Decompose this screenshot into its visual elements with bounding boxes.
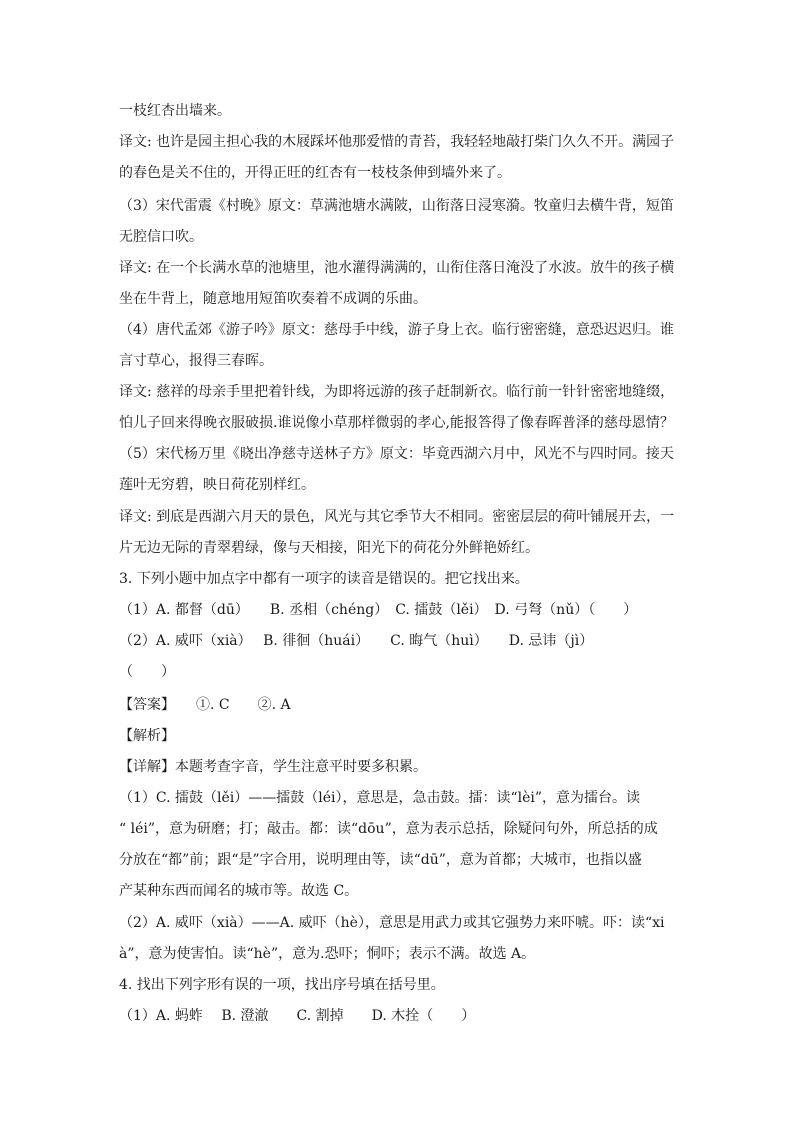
question-item: （1）A. 蚂蚱 B. 澄澈 C. 割掉 D. 木拴（ ）: [119, 1008, 476, 1024]
text-line: （4）唐代孟郊《游子吟》原文：慈母手中线，游子身上衣。临行密密缝，意恐迟迟归。谁: [119, 322, 674, 338]
text-line: 分放在“都”前；跟“是”字合用，说明理由等，读“dū”，意为首都；大城市，也指以盛: [119, 852, 642, 868]
text-line: 的春色是关不住的，开得正旺的红杏有一枝枝条伸到墙外来了。: [119, 165, 511, 181]
text-line: 一枝红杏出墙来。: [119, 103, 231, 119]
text-line: 片无边无际的青翠碧绿，像与天相接，阳光下的荷花分外鲜艳娇红。: [119, 540, 539, 556]
detail-label: 【详解】本题考查字音，学生注意平时要多积累。: [119, 759, 427, 775]
text-line: 言寸草心，报得三春晖。: [119, 353, 273, 369]
text-line: 译文: 慈祥的母亲手里把着针线，为即将远游的孩子赶制新衣。临行前一针针密密地缝缀，: [119, 384, 675, 400]
text-line: 坐在牛背上，随意地用短笛吹奏着不成调的乐曲。: [119, 291, 427, 307]
question-heading: 4. 找出下列字形有误的一项，找出序号填在括号里。: [119, 977, 445, 993]
text-line: 译文: 在一个长满水草的池塘里，池水灌得满满的，山衔住落日淹没了水波。放牛的孩子横: [119, 260, 675, 276]
text-line: 莲叶无穷碧，映日荷花别样红。: [119, 477, 315, 493]
text-line: （5）宋代杨万里《晓出净慈寺送林子方》原文：毕竟西湖六月中，风光不与四时同。接天: [119, 446, 674, 462]
text-line: 译文: 到底是西湖六月天的景色，风光与其它季节大不相同。密密层层的荷叶铺展开去，一: [119, 509, 675, 525]
analysis-label: 【解析】: [119, 728, 175, 744]
question-item: （1）A. 都督（dū） B. 丞相（chéng） C. 擂鼓（lěi） D. 弓弩（nǔ）（ ）: [119, 602, 638, 618]
text-line: （3）宋代雷震《村晚》原文：草满池塘水满陂，山衔落日浸寒漪。牧童归去横牛背，短笛: [119, 198, 674, 214]
text-line: 无腔信口吹。: [119, 229, 203, 245]
question-heading: 3. 下列小题中加点字中都有一项字的读音是错误的。把它找出来。: [119, 571, 529, 587]
text-line: 产某种东西而闻名的城市等。故选 C。: [119, 883, 359, 899]
question-item: （2）A. 威吓（xià） B. 徘徊（huái） C. 晦气（huì） D. 忌讳（jì）: [119, 633, 594, 649]
text-line: （2）A. 威吓（xià）——A. 威吓（hè），意思是用武力或其它强势力来吓唬。吓：读“xi: [119, 915, 665, 931]
text-line: 怕儿子回来得晚衣服破损.谁说像小草那样微弱的孝心,能报答得了像春晖普泽的慈母恩情？: [119, 415, 674, 431]
answer-label: 【答案】 ①. C ②. A: [119, 697, 291, 713]
text-line: 译文: 也许是园主担心我的木屐踩坏他那爱惜的青苔，我轻轻地敲打柴门久久不开。满园子: [119, 134, 675, 150]
text-line: à”，意为使害怕。读“hè”，意为.恐吓；恫吓；表示不满。故选 A。: [119, 946, 536, 962]
text-line: （1）C. 擂鼓（lěi）——擂鼓（léi），意思是，急击鼓。擂：读“lèi”，意为擂台。读: [119, 790, 641, 806]
text-line: “ léi”，意为研磨；打；敲击。都：读“dōu”，意为表示总括，除疑问句外，所总括的成: [119, 821, 658, 837]
answer-blank: （ ）: [119, 664, 175, 680]
